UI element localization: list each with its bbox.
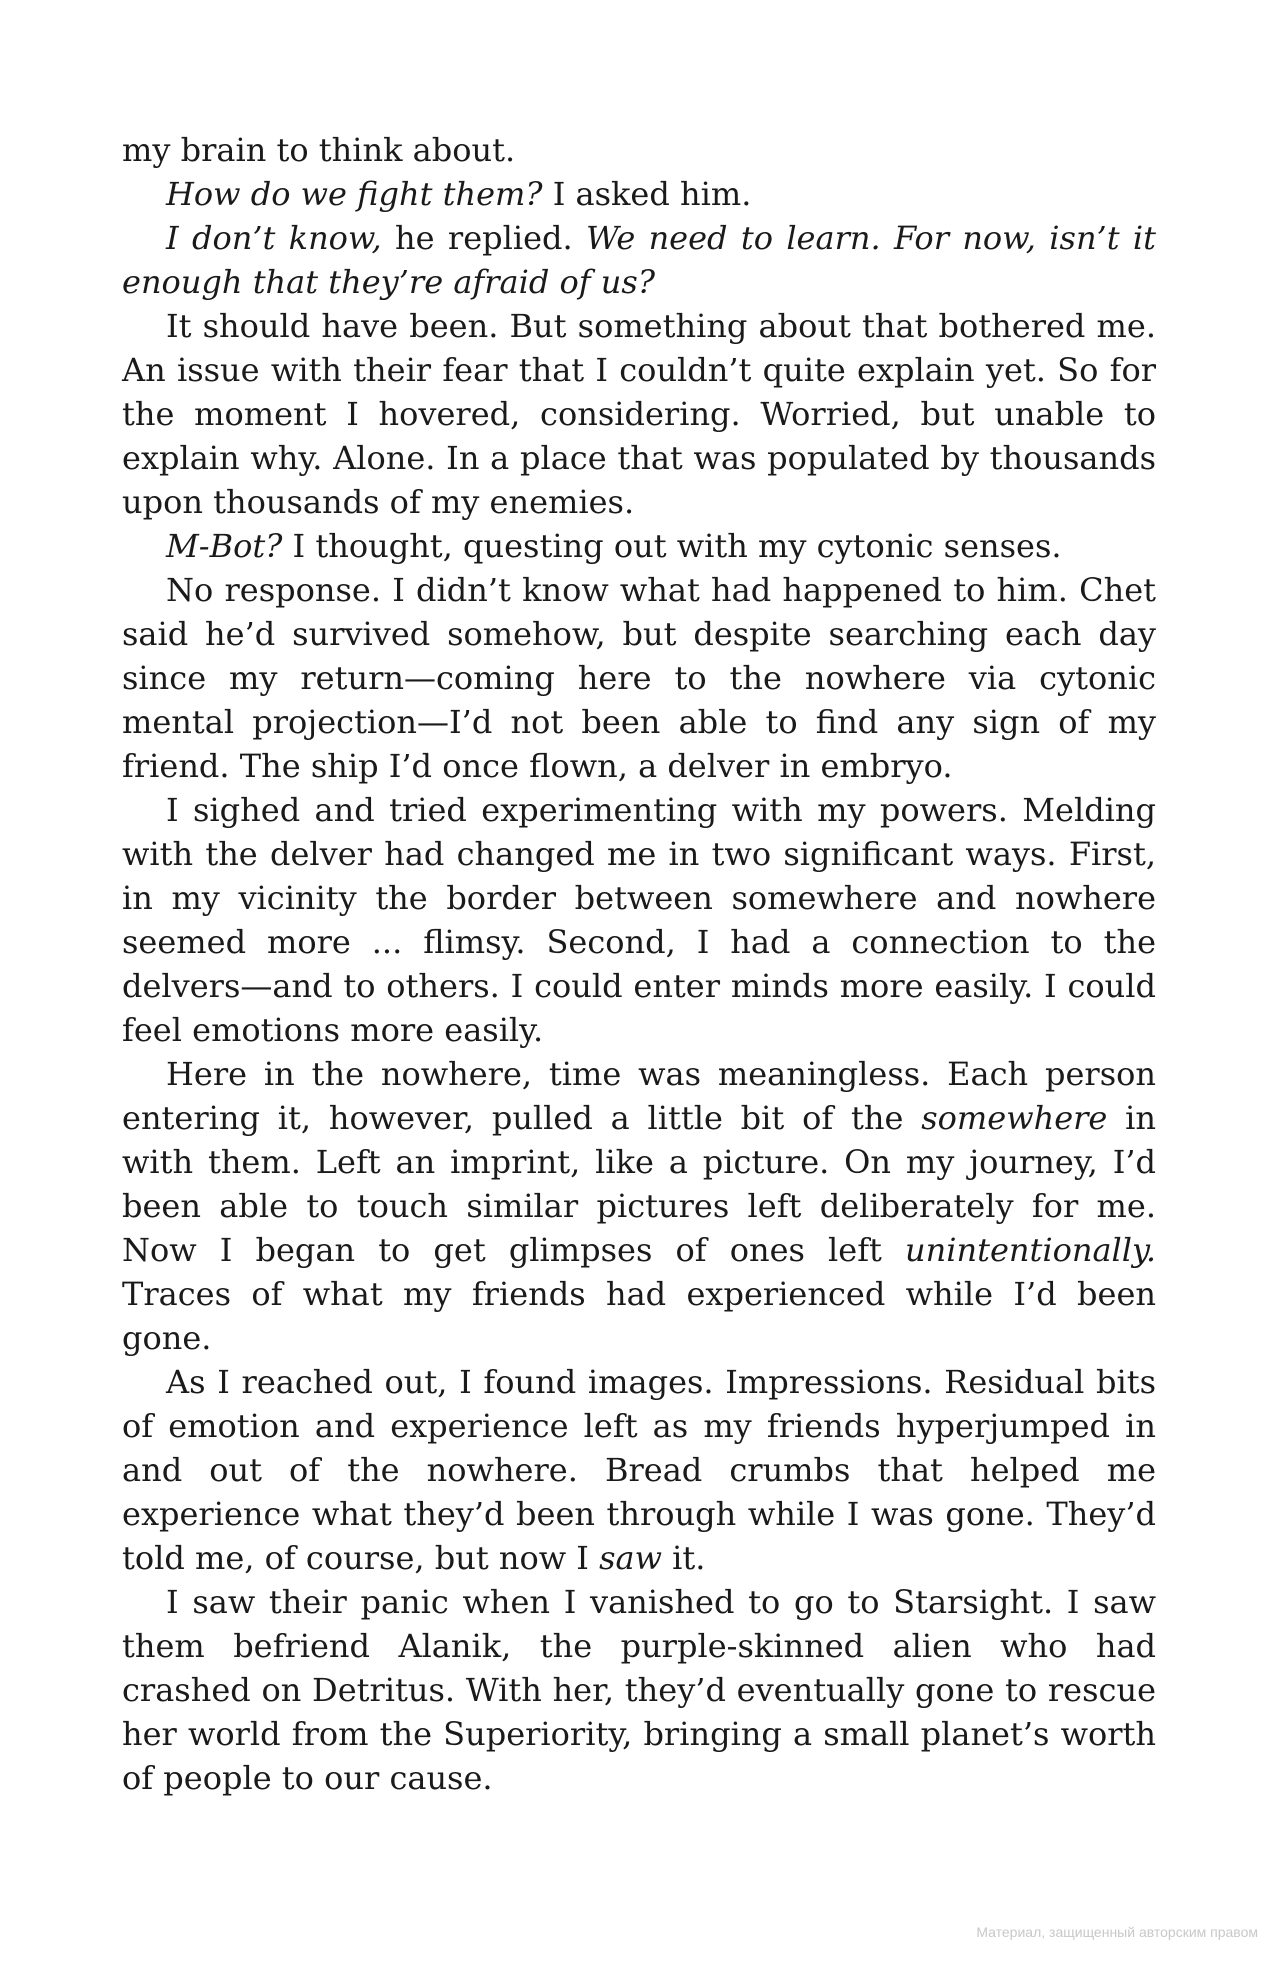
paragraph-6 [122, 568, 1156, 788]
text-run: I asked him. [542, 175, 752, 213]
body-text [122, 128, 1156, 1800]
paragraph-4 [122, 304, 1156, 524]
text-run: my brain to think about. [122, 131, 516, 169]
paragraph-2 [122, 172, 1156, 216]
text-run: It should have been. But something about that bothered me. An issue with their fear that I couldn’t quite explain yet. So for the moment I hovered, considering. Worried, but unable to explain why. Alone. In a place that was populated by thousands upon thousands of my enemies. [122, 307, 1156, 521]
text-run: I sighed and tried experimenting with my powers. Melding with the delver had changed me in two significant ways. First, in my vicinity the border between somewhere and nowhere seemed more ... flimsy. Second, I had a connection to the delvers—and to others. I could enter minds more easily. I could feel emotions more easily. [122, 791, 1156, 1049]
paragraph-3 [122, 216, 1156, 304]
text-run: he replied. [381, 219, 587, 257]
italic-text-run: saw [599, 1539, 662, 1577]
text-run: I thought, questing out with my cytonic senses. [282, 527, 1062, 565]
text-run: Traces of what my friends had experienced while I’d been gone. [122, 1275, 1156, 1357]
paragraph-7 [122, 788, 1156, 1052]
paragraph-1 [122, 128, 1156, 172]
text-run: Here in the nowhere, time was meaningless. Each person entering it, however, pulled a little bit of the [122, 1055, 1156, 1137]
paragraph-9 [122, 1360, 1156, 1580]
text-run: As I reached out, I found images. Impressions. Residual bits of emotion and experience left as my friends hyperjumped in and out of the nowhere. Bread crumbs that helped me experience what they’d been through while I was gone. They’d told me, of course, but now I [122, 1363, 1156, 1577]
italic-text-run: somewhere [921, 1099, 1108, 1137]
text-run: No response. I didn’t know what had happened to him. Chet said he’d survived somehow, but despite searching each day since my return—coming here to the nowhere via cytonic mental projection—I’d not been able to find any sign of my friend. The ship I’d once flown, a delver in embryo. [122, 571, 1156, 785]
italic-text-run: How do we fight them? [166, 175, 543, 213]
italic-text-run: M-Bot? [166, 527, 283, 565]
copyright-watermark: Материал, защищенный авторским правом [976, 1924, 1258, 1940]
italic-text-run: We need to learn. For now, isn’t it enough that they’re afraid of us? [122, 219, 1157, 301]
text-run: I saw their panic when I vanished to go to Starsight. I saw them befriend Alanik, the purple-skinned alien who had crashed on Detritus. With her, they’d eventually gone to rescue her world from the Superiority, bringing a small planet’s worth of people to our cause. [122, 1583, 1156, 1797]
italic-text-run: I don’t know, [166, 219, 382, 257]
italic-text-run: unintentionally. [905, 1231, 1156, 1269]
paragraph-5 [122, 524, 1156, 568]
paragraph-8 [122, 1052, 1156, 1360]
text-run: in with them. Left an imprint, like a picture. On my journey, I’d been able to touch similar pictures left deliberately for me. Now I began to get glimpses of ones left [122, 1099, 1157, 1269]
paragraph-10 [122, 1580, 1156, 1800]
text-run: it. [661, 1539, 706, 1577]
